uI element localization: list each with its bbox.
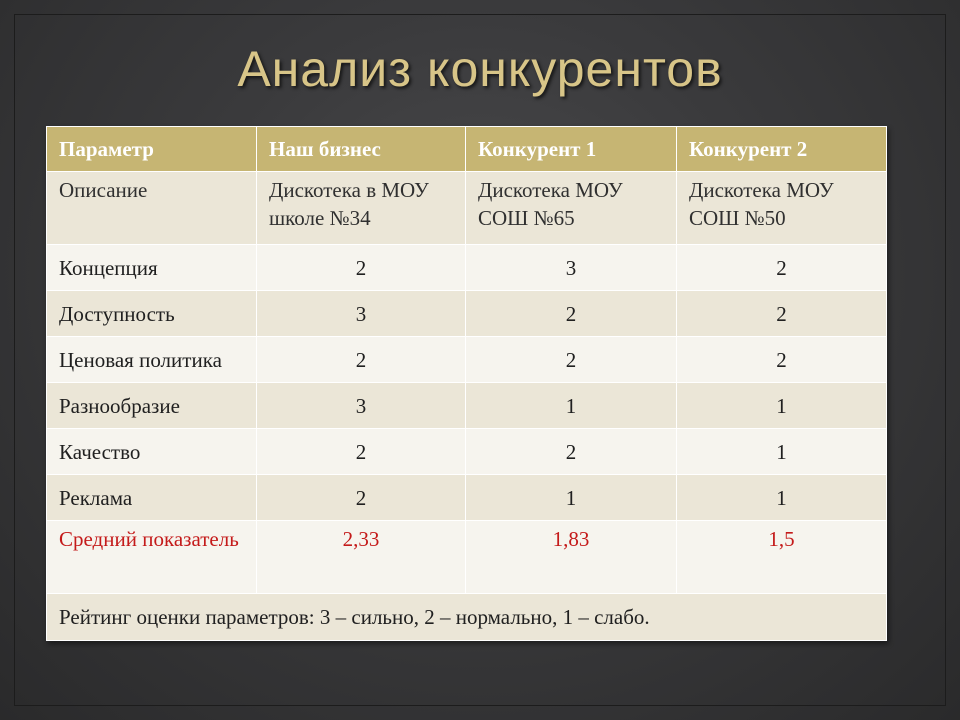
average-label: Средний показатель [47, 521, 257, 594]
table-row [47, 475, 887, 521]
table-cell: 2 [257, 429, 466, 475]
table-cell: 2 [677, 337, 887, 383]
table-cell: Дискотека МОУ СОШ №65 [466, 172, 677, 245]
table-cell: 3 [257, 383, 466, 429]
table-cell: 1 [677, 475, 887, 521]
table-cell: Дискотека в МОУ школе №34 [257, 172, 466, 245]
table-row [47, 291, 887, 337]
average-value: 2,33 [257, 521, 466, 594]
table-row-average [47, 521, 887, 594]
table-row [47, 429, 887, 475]
table-cell: 2 [466, 291, 677, 337]
row-label: Доступность [47, 291, 257, 337]
table-row [47, 337, 887, 383]
table-cell: 1 [677, 429, 887, 475]
table-row [47, 245, 887, 291]
table-header-row [47, 127, 887, 172]
average-value: 1,5 [677, 521, 887, 594]
row-label: Концепция [47, 245, 257, 291]
header-competitor-1: Конкурент 1 [466, 127, 677, 172]
table-cell: 2 [677, 245, 887, 291]
table-row-note [47, 594, 887, 641]
table-cell: 2 [257, 245, 466, 291]
table-row [47, 383, 887, 429]
header-parameter: Параметр [47, 127, 257, 172]
competitor-table [46, 126, 887, 641]
row-label: Разнообразие [47, 383, 257, 429]
table-cell: 3 [257, 291, 466, 337]
rating-note: Рейтинг оценки параметров: 3 – сильно, 2 – нормально, 1 – слабо. [47, 594, 887, 641]
row-label: Реклама [47, 475, 257, 521]
row-label: Описание [47, 172, 257, 245]
slide-title: Анализ конкурентов [237, 41, 723, 97]
table-cell: 1 [677, 383, 887, 429]
table-cell: 2 [466, 337, 677, 383]
table-cell: 2 [257, 475, 466, 521]
table-cell: Дискотека МОУ СОШ №50 [677, 172, 887, 245]
table-row-description [47, 172, 887, 245]
header-our-business: Наш бизнес [257, 127, 466, 172]
header-competitor-2: Конкурент 2 [677, 127, 887, 172]
table-cell: 3 [466, 245, 677, 291]
table-cell: 1 [466, 383, 677, 429]
average-value: 1,83 [466, 521, 677, 594]
table-cell: 2 [257, 337, 466, 383]
table-cell: 2 [466, 429, 677, 475]
title-container [0, 40, 960, 98]
table-cell: 2 [677, 291, 887, 337]
row-label: Качество [47, 429, 257, 475]
row-label: Ценовая политика [47, 337, 257, 383]
table-cell: 1 [466, 475, 677, 521]
